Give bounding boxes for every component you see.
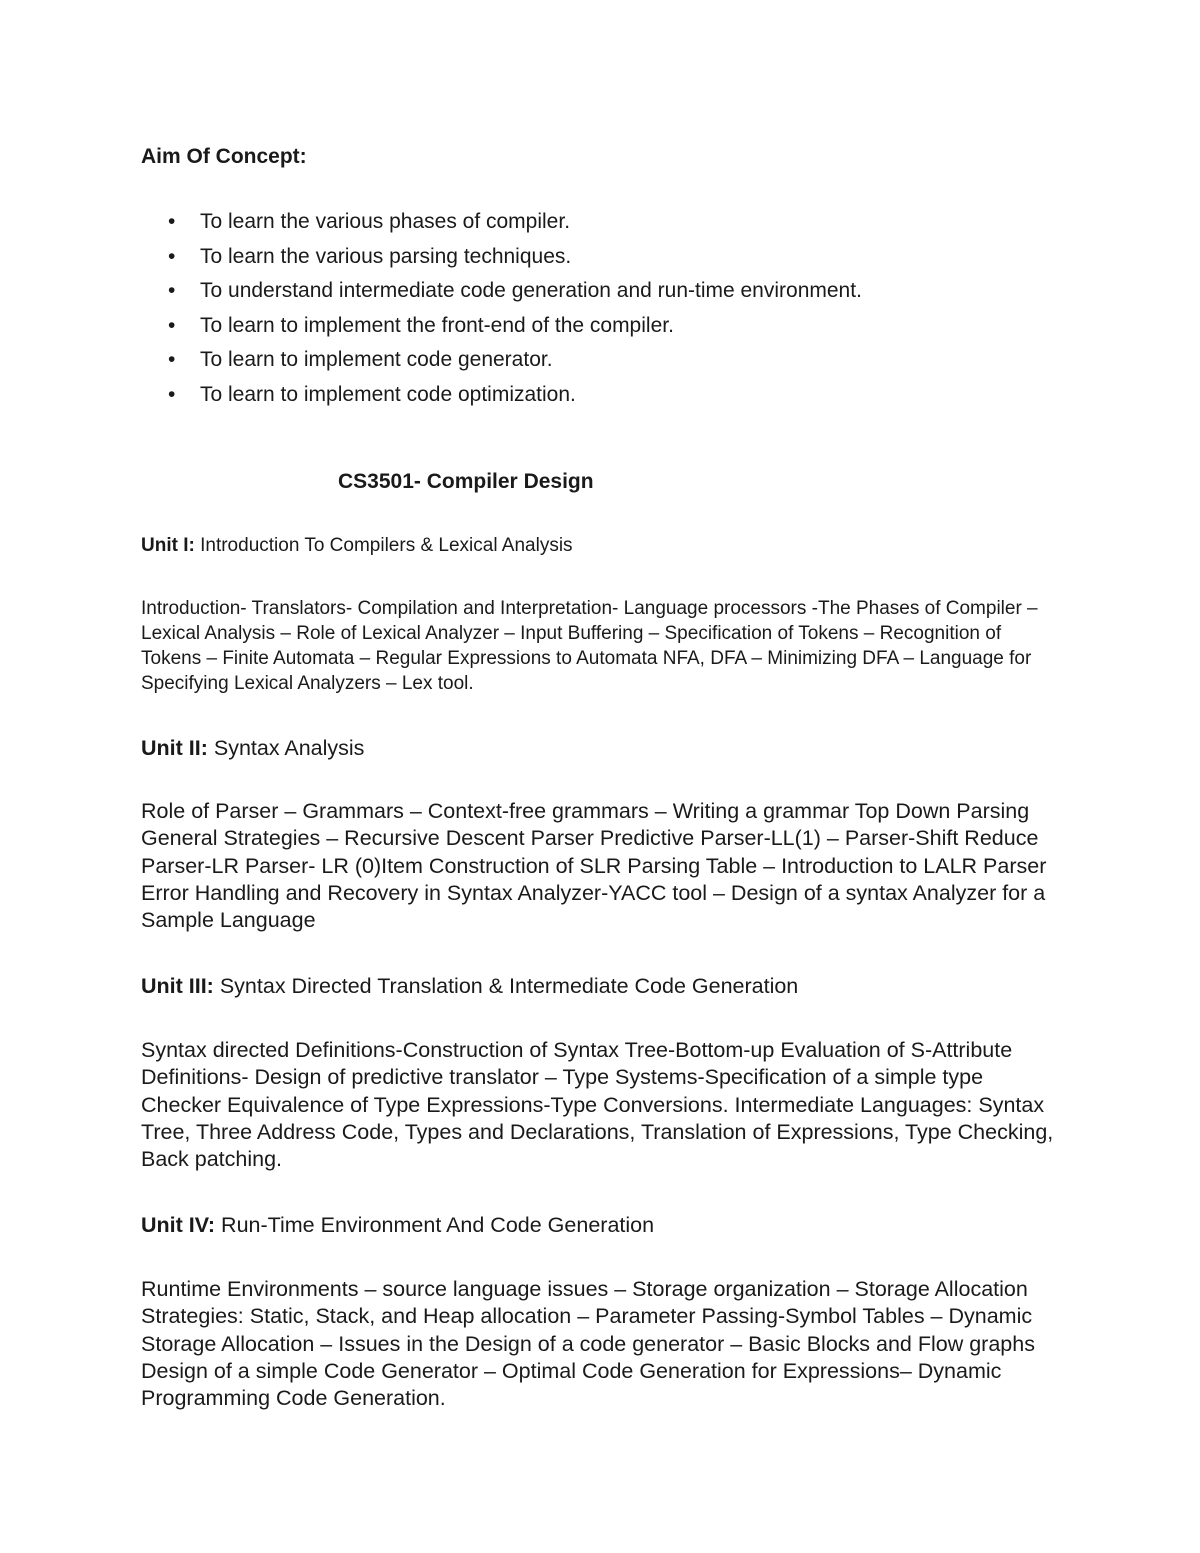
unit-heading	[141, 972, 798, 1000]
unit-label: Unit I:	[141, 535, 195, 556]
unit-description: Role of Parser – Grammars – Context-free grammars – Writing a grammar Top Down Parsing General Strategies – Recursive Descent Parser Predictive Parser-LL(1) – Parser-Shift Reduce Parser-LR Parser- LR (0)Item Construction of SLR Parsing Table – Introduction to LALR Parser Error Handling and Recovery in Syntax Analyzer-YACC tool – Design of a syntax Analyzer for a Sample Language	[141, 799, 1047, 933]
aim-item-text: To learn the various phases of compiler.	[200, 210, 571, 233]
aim-list-item	[141, 205, 1101, 240]
aim-list-item	[141, 343, 1101, 378]
unit-description: Runtime Environments – source language issues – Storage organization – Storage Allocation Strategies: Static, Stack, and Heap allocation – Parameter Passing-Symbol Tables – Dynamic Storage Allocation – Issues in the Design of a code generator – Basic Blocks and Flow graphs Design of a simple Code Generator – Optimal Code Generation for Expressions– Dynamic Programming Code Generation.	[141, 1277, 1035, 1411]
unit-title: Introduction To Compilers & Lexical Analysis	[200, 535, 573, 556]
bullet-icon: •	[168, 210, 176, 233]
aim-heading: Aim Of Concept:	[141, 145, 307, 168]
unit-description: Introduction- Translators- Compilation and Interpretation- Language processors -The Phases of Compiler – Lexical Analysis – Role of Lexical Analyzer – Input Buffering – Specification of Tokens – Recognition of Tokens – Finite Automata – Regular Expressions to Automata NFA, DFA – Minimizing DFA – Language for Specifying Lexical Analyzers – Lex tool.	[141, 598, 1038, 694]
aim-item-text: To understand intermediate code generation and run-time environment.	[200, 279, 862, 302]
unit-heading	[141, 533, 573, 559]
bullet-icon: •	[168, 382, 176, 406]
unit-description: Syntax directed Definitions-Construction of Syntax Tree-Bottom-up Evaluation of S-Attribute Definitions- Design of predictive translator – Type Systems-Specification of a simple type Checker Equivalence of Type Expressions-Type Conversions. Intermediate Languages: Syntax Tree, Three Address Code, Types and Declarations, Translation of Expressions, Type Checking, Back patching.	[141, 1038, 1054, 1172]
course-title: CS3501- Compiler Design	[338, 470, 594, 493]
bullet-icon: •	[168, 244, 176, 268]
unit-heading	[141, 1211, 654, 1239]
unit-title: Syntax Analysis	[213, 736, 365, 760]
aim-list-item	[141, 309, 1101, 344]
aim-item-text: To learn to implement the front-end of the compiler.	[200, 313, 674, 337]
unit-heading	[141, 734, 364, 762]
aim-list-item	[141, 240, 1101, 275]
aim-item-text: To learn to implement code optimization.	[200, 382, 576, 406]
bullet-icon: •	[168, 348, 176, 371]
aim-list-item	[141, 274, 1101, 309]
unit-title: Syntax Directed Translation & Intermediate Code Generation	[219, 974, 799, 998]
aim-list	[141, 205, 1101, 412]
bullet-icon: •	[168, 279, 176, 302]
unit-label: Unit III:	[141, 974, 214, 998]
aim-item-text: To learn to implement code generator.	[200, 348, 553, 371]
unit-title: Run-Time Environment And Code Generation	[221, 1213, 655, 1237]
aim-item-text: To learn the various parsing techniques.	[200, 244, 572, 268]
aim-list-item	[141, 378, 1101, 413]
bullet-icon: •	[168, 313, 176, 337]
unit-label: Unit IV:	[141, 1213, 216, 1237]
unit-label: Unit II:	[141, 736, 208, 760]
